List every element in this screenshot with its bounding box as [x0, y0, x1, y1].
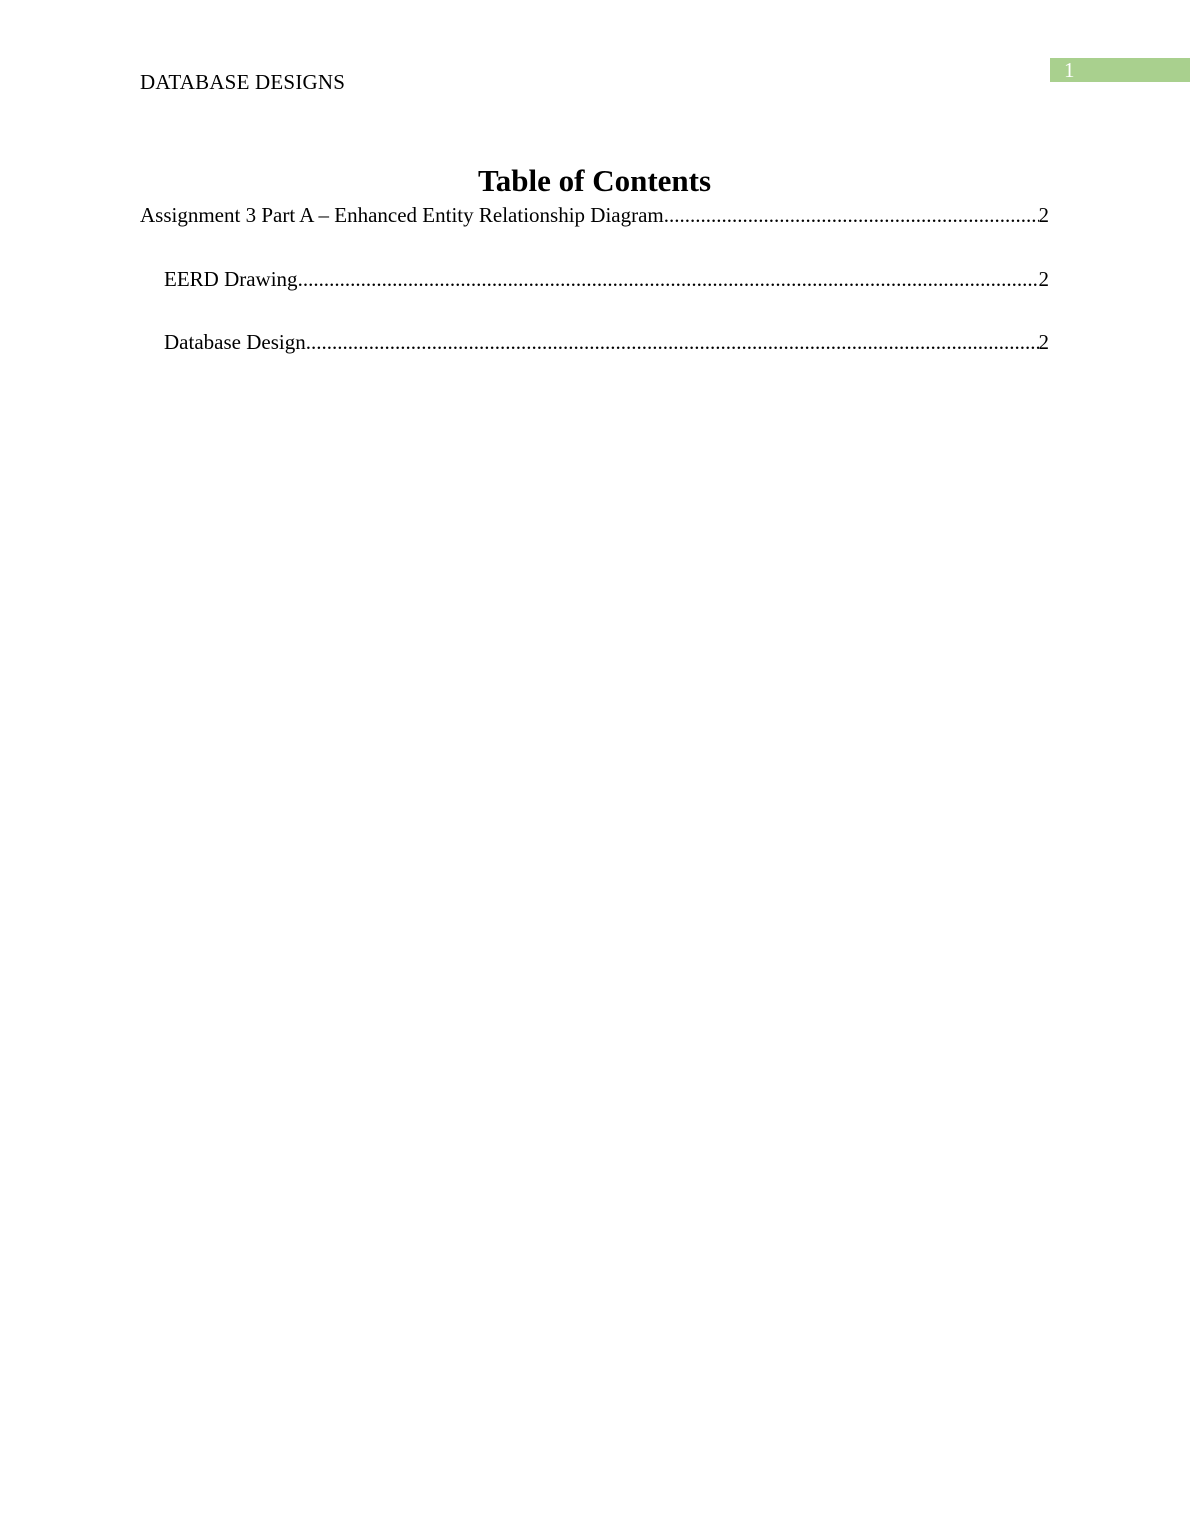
- toc-entry-page: 2: [1038, 330, 1049, 354]
- toc-entry-database-design[interactable]: [164, 328, 1049, 356]
- toc-entry-assignment-3-part-a[interactable]: [140, 201, 1049, 229]
- toc-entry-page: 2: [1038, 267, 1049, 291]
- page-number: 1: [1064, 58, 1075, 82]
- toc-entry-text: EERD Drawing: [164, 267, 298, 291]
- toc-dot-leader: [664, 201, 1039, 229]
- toc-dot-leader: [298, 265, 1039, 293]
- toc-title: Table of Contents: [477, 163, 712, 198]
- running-head: DATABASE DESIGNS: [140, 70, 346, 94]
- toc-entry-text: Database Design: [164, 330, 306, 354]
- toc-dot-leader: [306, 328, 1039, 356]
- toc-entry-eerd-drawing[interactable]: [164, 265, 1049, 293]
- toc-entry-text: Assignment 3 Part A – Enhanced Entity Relationship Diagram: [140, 203, 664, 227]
- page-number-badge: [1050, 58, 1190, 82]
- toc-entry-page: 2: [1038, 203, 1049, 227]
